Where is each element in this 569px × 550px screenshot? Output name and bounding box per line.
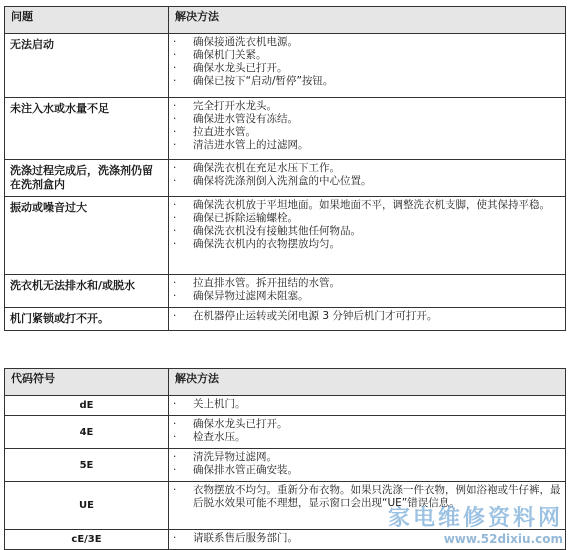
bullet-icon: · — [173, 199, 177, 211]
solution-text: 衣物摆放不均匀。重新分布衣物。如果只洗涤一件衣物，例如浴袍或牛仔裤，最后脱水效果可能不理想，显示窗口会出现“UE”错误信息。 — [193, 484, 561, 509]
solution-item — [173, 398, 561, 411]
solution-text: 确保异物过滤网未阻塞。 — [193, 290, 309, 302]
solution-item — [173, 75, 561, 88]
table-row — [5, 197, 566, 275]
bullet-icon: · — [173, 277, 177, 289]
table-row — [5, 396, 566, 416]
bullet-icon: · — [173, 532, 177, 544]
solution-text: 清洁进水管上的过滤网。 — [193, 139, 309, 151]
solution-item — [173, 238, 561, 251]
solution-text: 确保已按下“启动/暂停”按钮。 — [193, 75, 334, 87]
table-row — [5, 416, 566, 449]
solution-text: 清洗异物过滤网。 — [193, 451, 277, 463]
solution-item — [173, 162, 561, 175]
solution-item — [173, 418, 561, 431]
solution-item — [173, 113, 561, 126]
solution-cell — [169, 530, 566, 550]
bullet-icon: · — [173, 418, 177, 430]
bullet-icon: · — [173, 431, 177, 443]
solution-item — [173, 199, 561, 212]
problem-cell: 振动或噪音过大 — [5, 197, 169, 275]
solution-text: 确保将洗涤剂倒入洗剂盒的中心位置。 — [193, 175, 372, 187]
solution-text: 确保已拆除运输螺栓。 — [193, 212, 298, 224]
solution-text: 确保排水管正确安装。 — [193, 464, 298, 476]
solution-text: 请联系售后服务部门。 — [193, 532, 298, 544]
bullet-icon: · — [173, 49, 177, 61]
bullet-icon: · — [173, 113, 177, 125]
bullet-icon: · — [173, 225, 177, 237]
error-code-cell: 5E — [5, 449, 169, 482]
bullet-icon: · — [173, 62, 177, 74]
bullet-icon: · — [173, 238, 177, 250]
solution-text: 确保机门关紧。 — [193, 49, 267, 61]
problem-column-header: 问题 — [5, 7, 169, 34]
solution-item — [173, 484, 561, 510]
error-code-cell: 4E — [5, 416, 169, 449]
solution-text: 确保进水管没有冻结。 — [193, 113, 298, 125]
solution-text: 检查水压。 — [193, 431, 246, 443]
bullet-icon: · — [173, 175, 177, 187]
error-code-table — [4, 368, 566, 550]
table-row — [5, 34, 566, 98]
solution-text: 确保洗衣机内的衣物摆放均匀。 — [193, 238, 340, 250]
bullet-icon: · — [173, 100, 177, 112]
solution-item — [173, 36, 561, 49]
table-row — [5, 275, 566, 308]
problem-cell: 无法启动 — [5, 34, 169, 98]
troubleshooting-table — [4, 6, 566, 331]
solution-item — [173, 49, 561, 62]
table-row — [5, 308, 566, 331]
solution-item — [173, 139, 561, 152]
solution-cell — [169, 160, 566, 197]
problem-cell: 机门紧锁或打不开。 — [5, 308, 169, 331]
solution-text: 确保水龙头已打开。 — [193, 418, 288, 430]
solution-item — [173, 290, 561, 303]
solution-item — [173, 62, 561, 75]
solution-text: 确保洗衣机放于平坦地面。如果地面不平，调整洗衣机支脚，使其保持平稳。 — [193, 199, 550, 211]
solution-cell — [169, 308, 566, 331]
watermark-url: www.52dixiu.com — [443, 532, 563, 546]
solution-item — [173, 175, 561, 188]
watermark-title: 家电维修资料网 — [387, 506, 563, 531]
solution-item — [173, 532, 561, 545]
bullet-icon: · — [173, 451, 177, 463]
bullet-icon: · — [173, 310, 177, 322]
solution-item — [173, 431, 561, 444]
solution-item — [173, 310, 561, 323]
solution-cell — [169, 396, 566, 416]
solution-item — [173, 277, 561, 290]
solution-text: 完全打开水龙头。 — [193, 100, 277, 112]
table-row — [5, 482, 566, 530]
solution-text: 确保洗衣机在充足水压下工作。 — [193, 162, 340, 174]
bullet-icon: · — [173, 464, 177, 476]
table-header-row — [5, 7, 566, 34]
solution-text: 拉直进水管。 — [193, 126, 256, 138]
bullet-icon: · — [173, 36, 177, 48]
solution-item — [173, 212, 561, 225]
solution-item — [173, 126, 561, 139]
solution-text: 在机器停止运转或关闭电源 3 分钟后机门才可打开。 — [193, 310, 438, 322]
bullet-icon: · — [173, 398, 177, 410]
problem-cell: 洗涤过程完成后，洗涤剂仍留在洗剂盒内 — [5, 160, 169, 197]
bullet-icon: · — [173, 126, 177, 138]
solution-text: 确保接通洗衣机电源。 — [193, 36, 298, 48]
solution-cell — [169, 416, 566, 449]
solution-item — [173, 100, 561, 113]
bullet-icon: · — [173, 139, 177, 151]
table-row — [5, 449, 566, 482]
solution-cell — [169, 275, 566, 308]
solution-cell — [169, 482, 566, 530]
table-row — [5, 160, 566, 197]
solution-item — [173, 451, 561, 464]
solution-cell — [169, 98, 566, 160]
solution-column-header: 解决方法 — [169, 369, 566, 396]
solution-item — [173, 464, 561, 477]
error-code-cell: UE — [5, 482, 169, 530]
bullet-icon: · — [173, 290, 177, 302]
problem-cell: 未注入水或水量不足 — [5, 98, 169, 160]
table-row — [5, 530, 566, 550]
problem-cell: 洗衣机无法排水和/或脱水 — [5, 275, 169, 308]
solution-text: 关上机门。 — [193, 398, 246, 410]
bullet-icon: · — [173, 75, 177, 87]
table-row — [5, 98, 566, 160]
bullet-icon: · — [173, 484, 177, 496]
code-column-header: 代码符号 — [5, 369, 169, 396]
bullet-icon: · — [173, 162, 177, 174]
error-code-cell: dE — [5, 396, 169, 416]
solution-column-header: 解决方法 — [169, 7, 566, 34]
solution-text: 确保水龙头已打开。 — [193, 62, 288, 74]
solution-cell — [169, 197, 566, 275]
table-header-row — [5, 369, 566, 396]
solution-cell — [169, 449, 566, 482]
error-code-cell: cE/3E — [5, 530, 169, 550]
solution-item — [173, 225, 561, 238]
solution-text: 拉直排水管。拆开扭结的水管。 — [193, 277, 340, 289]
solution-text: 确保洗衣机没有接触其他任何物品。 — [193, 225, 361, 237]
bullet-icon: · — [173, 212, 177, 224]
solution-cell — [169, 34, 566, 98]
